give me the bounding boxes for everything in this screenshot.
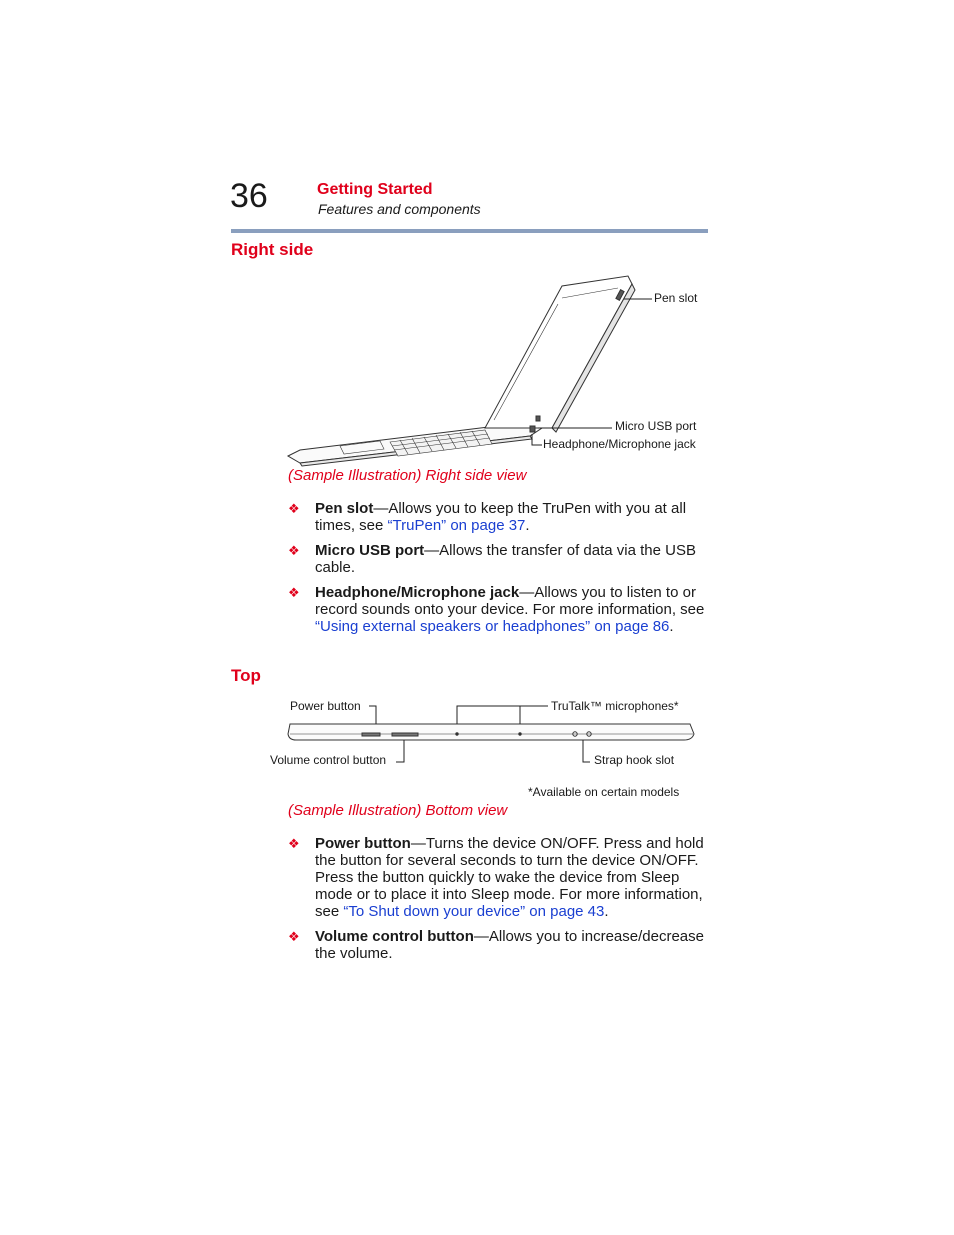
callout-power-button: Power button xyxy=(290,699,361,713)
bullet-icon: ❖ xyxy=(288,929,300,944)
bullet-term: Micro USB port xyxy=(315,542,425,559)
bullet-term: Headphone/Microphone jack xyxy=(315,584,520,601)
bullet-text: —Allows you to listen to or record sounds onto your device. For more information, see xyxy=(315,584,705,618)
bullet-text: —Turns the device ON/OFF. Press and hold the button for several seconds to turn the device ON/OFF. Press the button quickly to wake the device from Sleep mode or to place it into Sleep mode. For more information, see xyxy=(315,835,704,920)
right-side-caption: (Sample Illustration) Right side view xyxy=(288,467,527,484)
bullet-term: Volume control button xyxy=(315,928,474,945)
top-bullet-list xyxy=(288,835,708,970)
bullet-text-end: . xyxy=(669,618,674,635)
chapter-title: Getting Started xyxy=(317,181,433,198)
callout-trutalk-microphones: TruTalk™ microphones* xyxy=(551,699,679,713)
bullet-text: —Allows you to increase/decrease the volume. xyxy=(315,928,704,962)
trupen-link[interactable]: “TruPen” on page 37 xyxy=(387,517,526,534)
section-subtitle: Features and components xyxy=(318,201,481,217)
callout-headphone-jack: Headphone/Microphone jack xyxy=(543,437,696,451)
list-item xyxy=(288,584,708,635)
list-item xyxy=(288,835,708,920)
header-rule xyxy=(231,229,708,233)
bullet-term: Power button xyxy=(315,835,411,852)
bullet-icon: ❖ xyxy=(288,836,300,851)
bullet-text: —Allows the transfer of data via the USB cable. xyxy=(315,542,696,576)
top-heading: Top xyxy=(231,666,261,685)
list-item xyxy=(288,500,708,534)
list-item xyxy=(288,542,708,576)
bullet-term: Pen slot xyxy=(315,500,374,517)
right-side-bullet-list xyxy=(288,500,708,643)
callout-volume-control: Volume control button xyxy=(270,753,387,767)
bullet-icon: ❖ xyxy=(288,501,300,516)
bullet-text-end: . xyxy=(525,517,530,534)
external-speakers-link[interactable]: “Using external speakers or headphones” on page 86 xyxy=(315,618,670,635)
page-number: 36 xyxy=(230,177,268,215)
bullet-text: —Allows you to keep the TruPen with you at all times, see xyxy=(315,500,687,534)
footnote: *Available on certain models xyxy=(528,785,680,799)
bullet-icon: ❖ xyxy=(288,585,300,600)
bottom-view-caption: (Sample Illustration) Bottom view xyxy=(288,802,508,819)
callout-micro-usb: Micro USB port xyxy=(615,419,697,433)
right-side-heading: Right side xyxy=(231,240,314,259)
bullet-text-end: . xyxy=(604,903,609,920)
shut-down-link[interactable]: “To Shut down your device” on page 43 xyxy=(343,903,605,920)
callout-strap-hook-slot: Strap hook slot xyxy=(594,753,675,767)
callout-pen-slot: Pen slot xyxy=(654,291,698,305)
bullet-icon: ❖ xyxy=(288,543,300,558)
list-item xyxy=(288,928,708,962)
